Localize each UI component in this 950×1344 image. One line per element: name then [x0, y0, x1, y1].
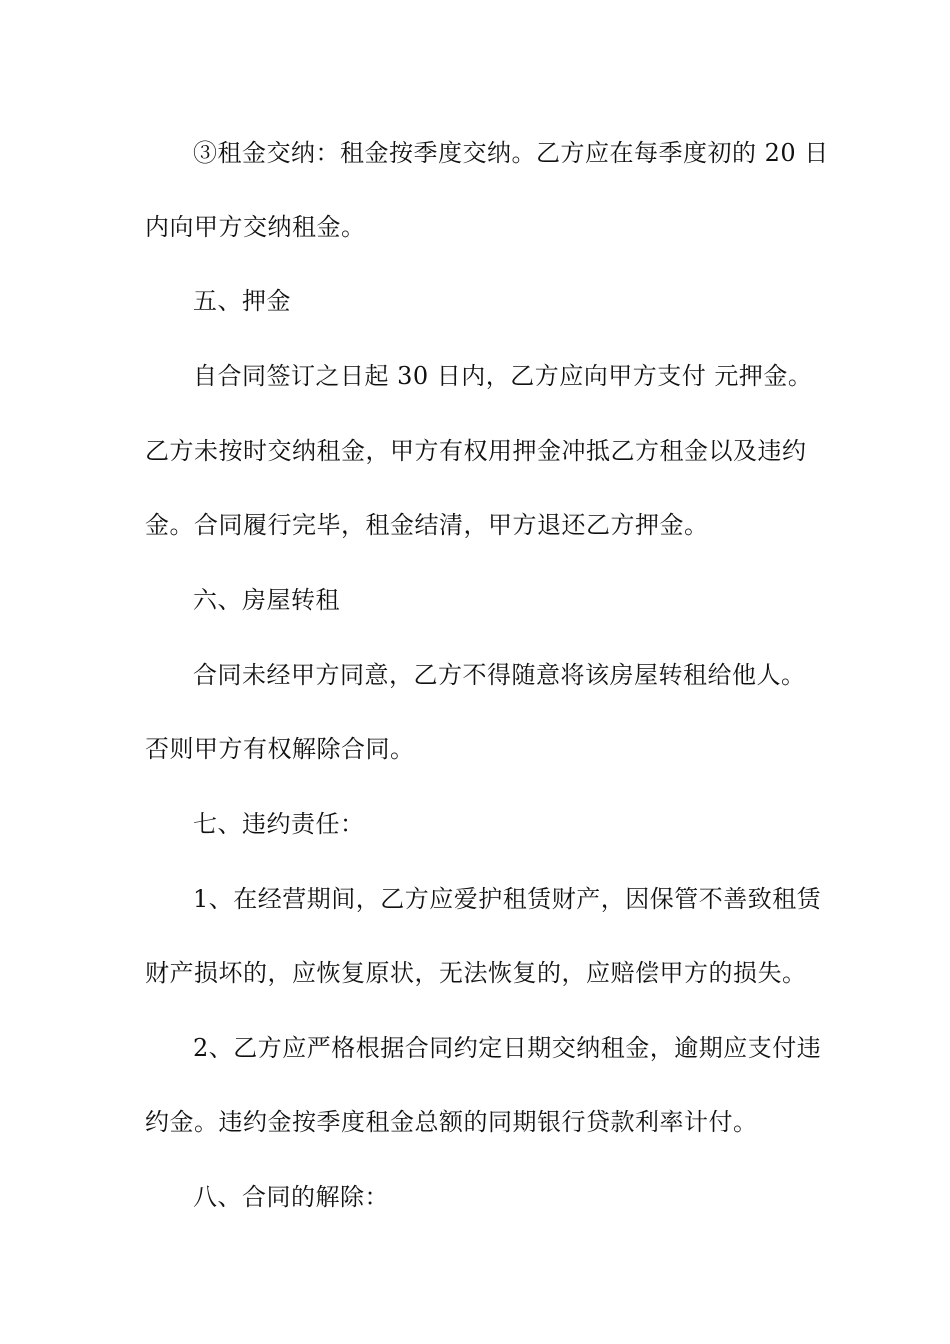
paragraph-line: 约金。违约金按季度租金总额的同期银行贷款利率计付。 [145, 1108, 758, 1136]
paragraph-line: 内向甲方交纳租金。 [145, 213, 366, 241]
paragraph-line: 乙方未按时交纳租金，甲方有权用押金冲抵乙方租金以及违约 [145, 437, 807, 465]
section-heading: 六、房屋转租 [193, 586, 340, 614]
paragraph-line: 否则甲方有权解除合同。 [145, 735, 415, 763]
section-heading: 七、违约责任： [193, 810, 365, 838]
paragraph-line: 2、乙方应严格根据合同约定日期交纳租金，逾期应支付违 [193, 1034, 822, 1062]
section-heading: 五、押金 [193, 287, 291, 315]
section-heading: 八、合同的解除： [193, 1183, 389, 1211]
paragraph-line: 1、在经营期间，乙方应爱护租赁财产，因保管不善致租赁 [193, 885, 822, 913]
paragraph-line: 财产损坏的，应恢复原状，无法恢复的，应赔偿甲方的损失。 [145, 959, 807, 987]
paragraph-line: 合同未经甲方同意，乙方不得随意将该房屋转租给他人。 [193, 661, 806, 689]
paragraph-line: 金。合同履行完毕，租金结清，甲方退还乙方押金。 [145, 511, 709, 539]
paragraph-line: ③租金交纳：租金按季度交纳。乙方应在每季度初的 20 日 [193, 139, 829, 167]
paragraph-line: 自合同签订之日起 30 日内，乙方应向甲方支付 元押金。 [193, 362, 813, 390]
